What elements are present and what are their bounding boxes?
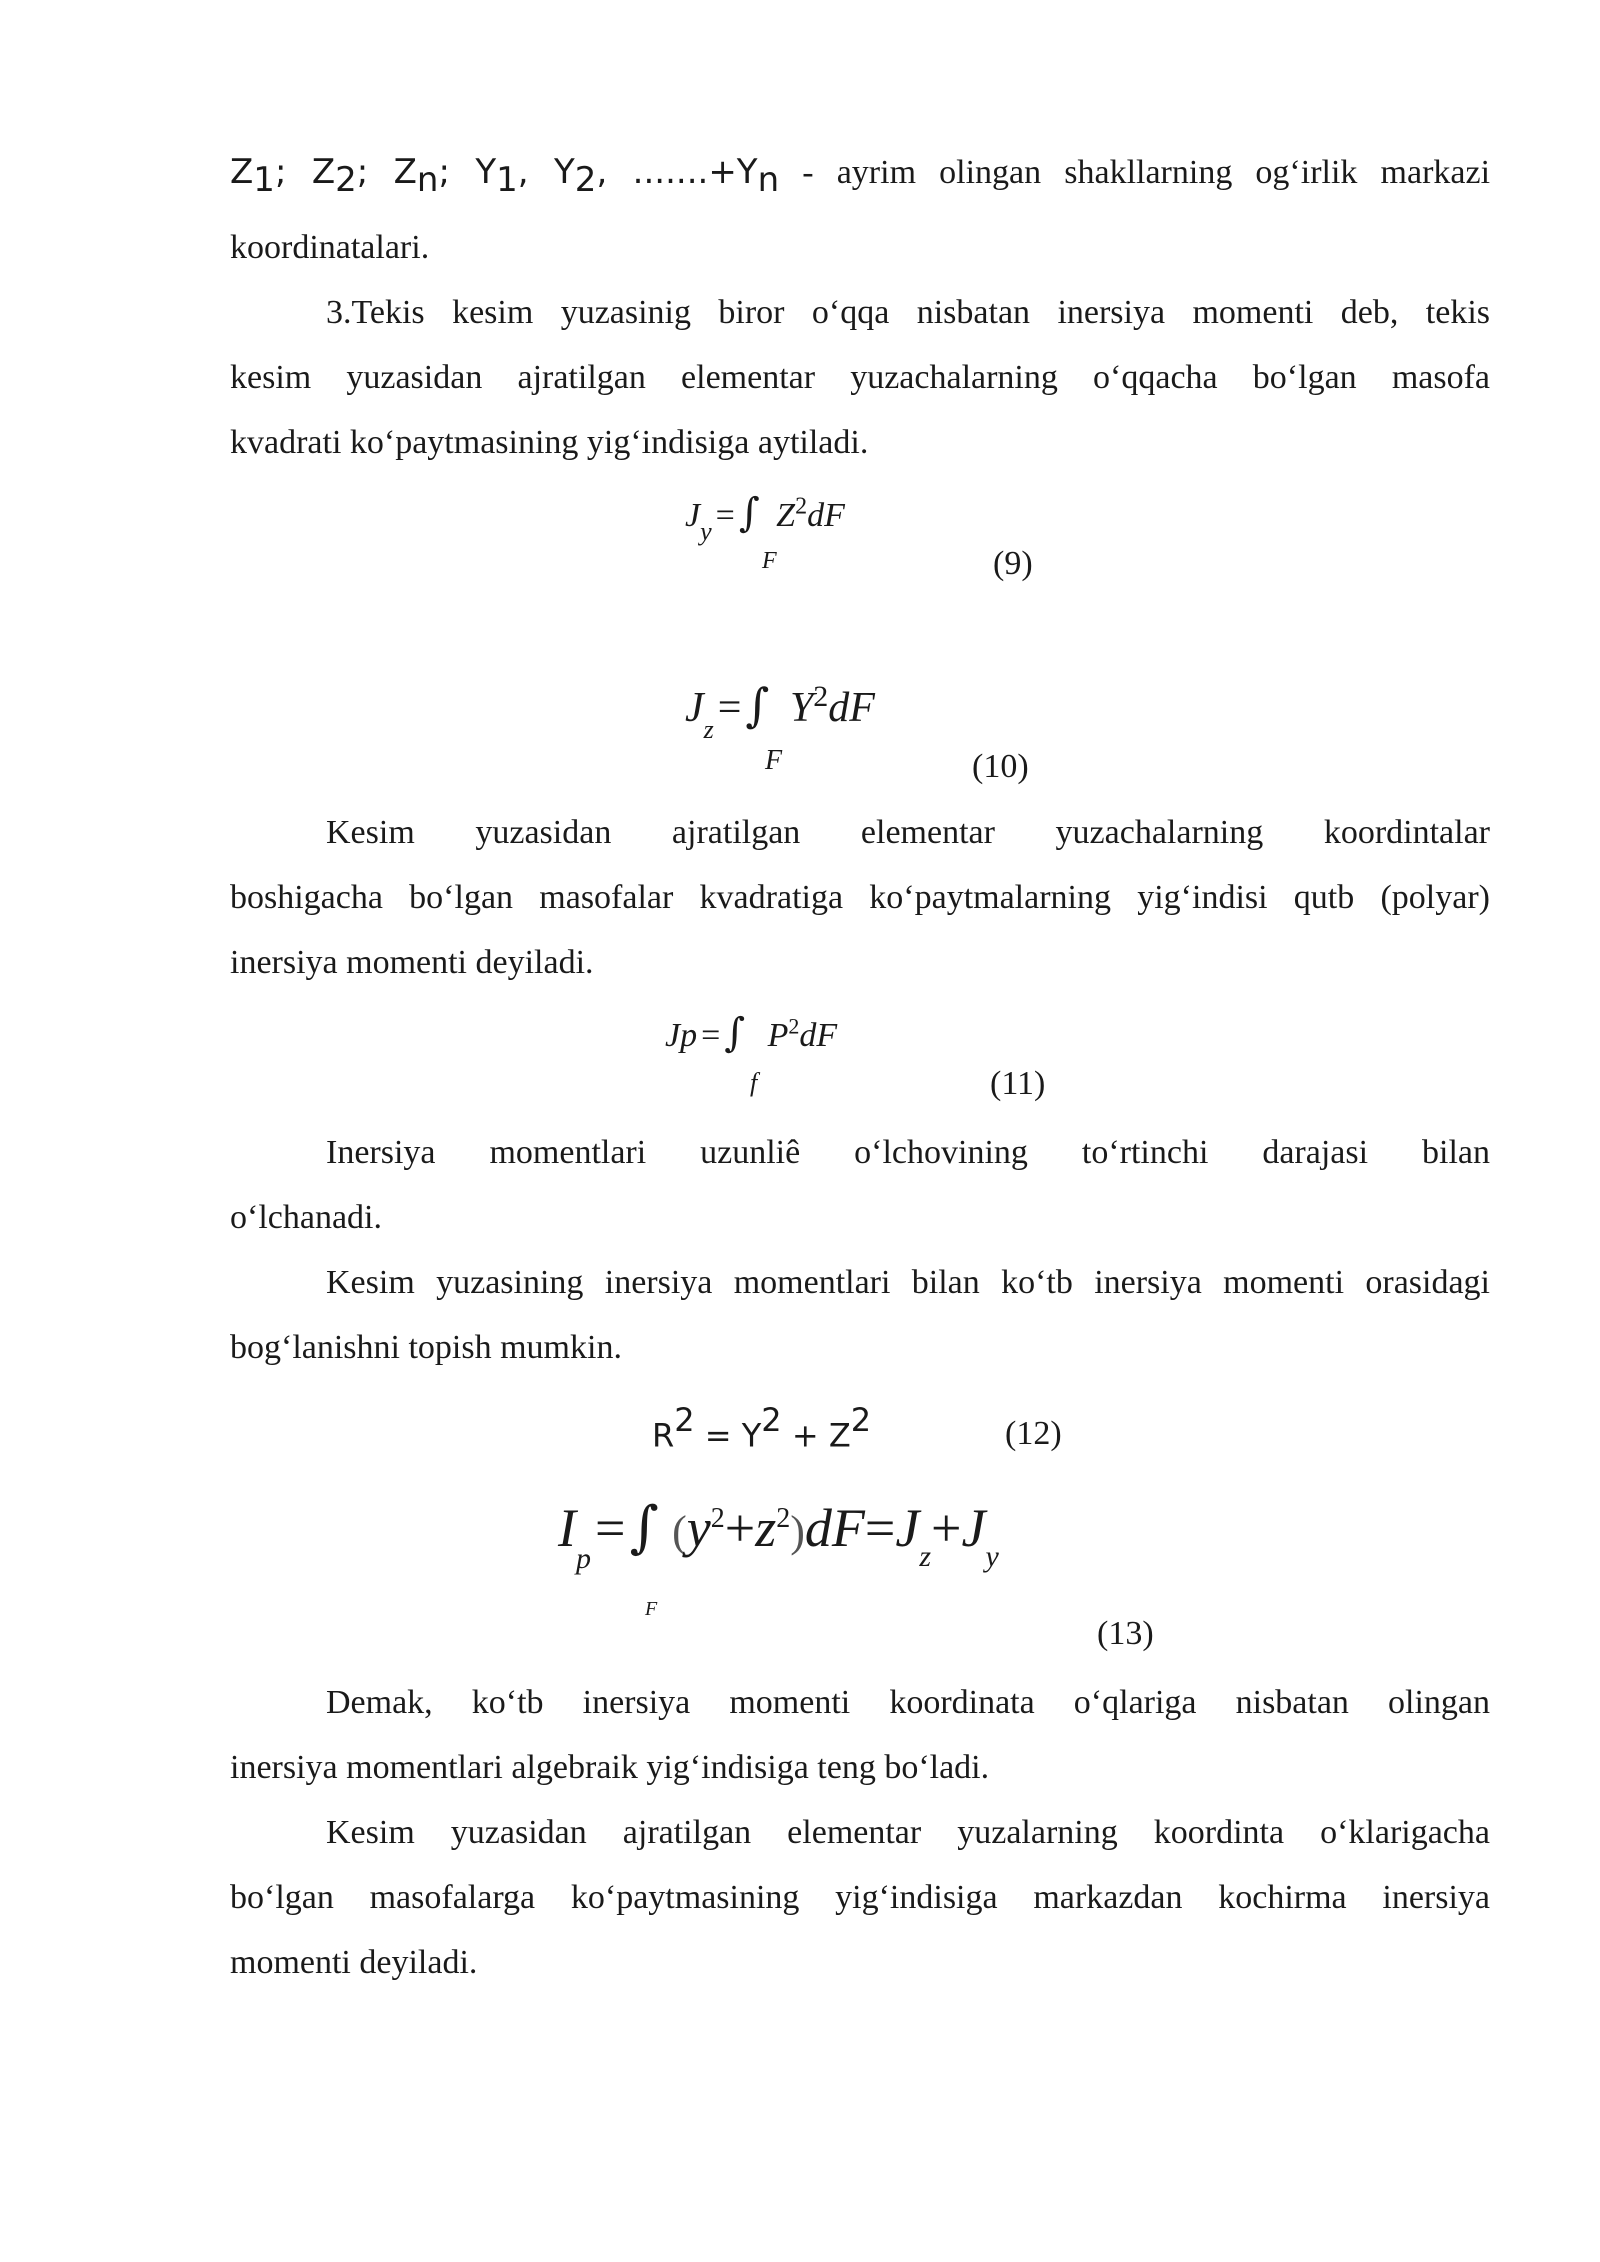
- text-line: momenti deyiladi.: [230, 1944, 478, 1981]
- text-line: kvadrati ko‘paytmasining yig‘indisiga aytiladi.: [230, 424, 869, 461]
- text-line: Kesim yuzasidan ajratilgan elementar yuzachalarning koordintalar: [326, 814, 1490, 851]
- equation-10-number: (10): [972, 748, 1029, 785]
- text-line: Demak, ko‘tb inersiya momenti koordinata o‘qlariga nisbatan olingan: [326, 1684, 1490, 1721]
- text-line: inersiya momenti deyiladi.: [230, 944, 594, 981]
- equation-12-number: (12): [1005, 1415, 1062, 1452]
- equation-9: $J_y$ = ∫ $Z^2dF$: [685, 490, 845, 546]
- text-line-rest: - ayrim olingan shakllarning og‘irlik markazi: [802, 154, 1491, 191]
- equation-12: $R^2 = Y^2 + Z^2$: [652, 1401, 872, 1455]
- equation-9-limit: F: [762, 548, 777, 574]
- equation-13: $I_p=\int$ $(y^2+z^2)dF=J_z+J_y$: [558, 1495, 999, 1575]
- text-line: boshigacha bo‘lgan masofalar kvadratiga ko‘paytmalarning yig‘indisi qutb (polyar): [230, 879, 1490, 916]
- text-line: bog‘lanishni topish mumkin.: [230, 1329, 622, 1366]
- coordinate-symbols: $Z_1$; $Z_2$; $Z_n$; $Y_1$, $Y_2$, $.......+Y_n$: [230, 152, 780, 200]
- equation-11-limit: f: [750, 1068, 758, 1097]
- text-line: Kesim yuzasining inersiya momentlari bilan ko‘tb inersiya momenti orasidagi: [326, 1264, 1490, 1301]
- text-line: bo‘lgan masofalarga ko‘paytmasining yig‘indisiga markazdan kochirma inersiya: [230, 1879, 1490, 1916]
- equation-11: Jp = ∫ $P^2dF$: [665, 1010, 838, 1056]
- equation-13-limit: F: [645, 1598, 658, 1620]
- equation-11-number: (11): [990, 1065, 1046, 1102]
- text-line: kesim yuzasidan ajratilgan elementar yuzachalarning o‘qqacha bo‘lgan masofa: [230, 359, 1490, 396]
- equation-9-number: (9): [993, 545, 1033, 582]
- text-line: Kesim yuzasidan ajratilgan elementar yuzalarning koordinta o‘klarigacha: [326, 1814, 1490, 1851]
- equation-13-number: (13): [1097, 1615, 1154, 1652]
- text-line: [230, 140, 1490, 205]
- text-line: o‘lchanadi.: [230, 1199, 382, 1236]
- text-line: Inersiya momentlari uzunliê o‘lchovining to‘rtinchi darajasi bilan: [326, 1134, 1490, 1171]
- text-line: koordinatalari.: [230, 229, 430, 266]
- text-line: inersiya momentlari algebraik yig‘indisiga teng bo‘ladi.: [230, 1749, 990, 1786]
- equation-10: $J_z=\int$ $Y^2dF$: [685, 678, 875, 745]
- text-line: 3.Tekis kesim yuzasinig biror o‘qqa nisbatan inersiya momenti deb, tekis: [326, 294, 1490, 331]
- equation-10-limit: F: [765, 745, 783, 776]
